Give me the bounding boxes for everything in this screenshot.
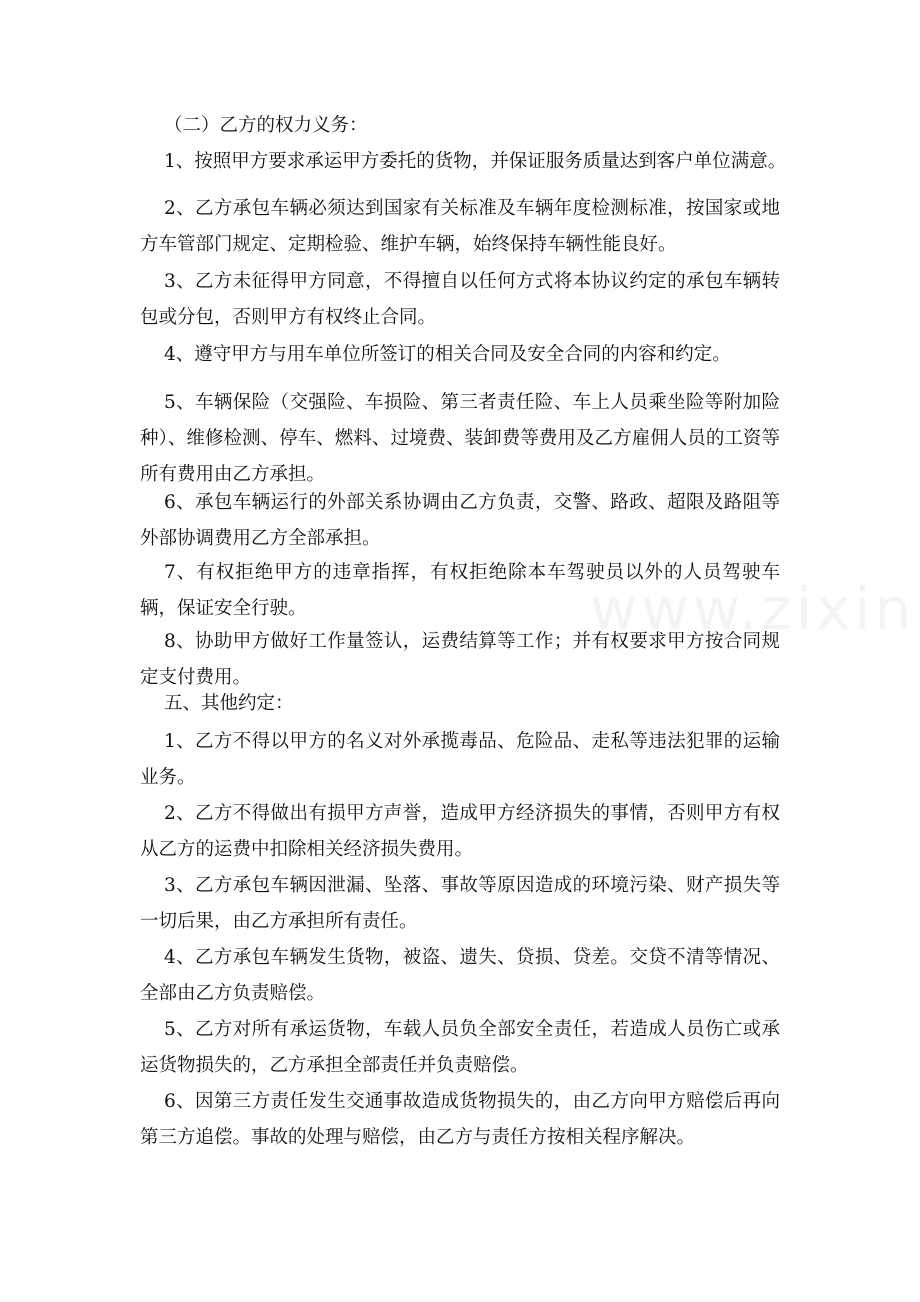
other-item-5-text: 5、乙方对所有承运货物，车载人员负全部安全责任，若造成人员伤亡或承运货物损失的，乙方承担全部责任并负责赔偿。 [140, 1019, 780, 1076]
other-item-2 [140, 796, 780, 868]
party-b-item-6 [140, 485, 780, 557]
party-b-item-1-text: 1、按照甲方要求承运甲方委托的货物，并保证服务质量达到客户单位满意。 [164, 151, 787, 172]
party-b-item-2-text: 2、乙方承包车辆必须达到国家有关标准及车辆年度检测标准，按国家或地方车管部门规定、定期检验、维护车辆，始终保持车辆性能良好。 [140, 198, 780, 255]
party-b-item-6-text: 6、承包车辆运行的外部关系协调由乙方负责，交警、路政、超限及路阻等外部协调费用乙方全部承担。 [140, 492, 780, 549]
other-item-4-text: 4、乙方承包车辆发生货物，被盗、遗失、贷损、贷差。交贷不清等情况、全部由乙方负责赔偿。 [140, 947, 780, 1004]
party-b-item-7 [140, 555, 780, 627]
other-item-2-text: 2、乙方不得做出有损甲方声誉，造成甲方经济损失的事情，否则甲方有权从乙方的运费中扣除相关经济损失费用。 [140, 803, 780, 860]
other-item-1-text: 1、乙方不得以甲方的名义对外承揽毒品、危险品、走私等违法犯罪的运输业务。 [140, 731, 780, 788]
party-b-item-4 [140, 337, 780, 373]
section-heading-other [140, 686, 780, 722]
party-b-item-2 [140, 191, 780, 263]
party-b-item-5-text: 5、车辆保险（交强险、车损险、第三者责任险、车上人员乘坐险等附加险种）、维修检测、停车、燃料、过境费、装卸费等费用及乙方雇佣人员的工资等所有费用由乙方承担。 [140, 392, 780, 485]
party-b-item-5 [140, 385, 780, 493]
party-b-item-4-text: 4、遵守甲方与用车单位所签订的相关合同及安全合同的内容和约定。 [164, 344, 731, 365]
section-heading-party-b-text: （二）乙方的权力义务： [164, 115, 368, 136]
other-item-3-text: 3、乙方承包车辆因泄漏、坠落、事故等原因造成的环境污染、财产损失等一切后果，由乙方承担所有责任。 [140, 875, 780, 932]
other-item-5 [140, 1012, 780, 1084]
party-b-item-1 [140, 144, 787, 180]
party-b-item-8-text: 8、协助甲方做好工作量签认，运费结算等工作；并有权要求甲方按合同规定支付费用。 [140, 631, 780, 688]
other-item-6-text: 6、因第三方责任发生交通事故造成货物损失的，由乙方向甲方赔偿后再向第三方追偿。事故的处理与赔偿，由乙方与责任方按相关程序解决。 [140, 1091, 780, 1148]
party-b-item-3 [140, 264, 780, 336]
party-b-item-7-text: 7、有权拒绝甲方的违章指挥，有权拒绝除本车驾驶员以外的人员驾驶车辆，保证安全行驶。 [140, 562, 780, 619]
other-item-3 [140, 868, 780, 940]
other-item-4 [140, 940, 780, 1012]
party-b-item-3-text: 3、乙方未征得甲方同意，不得擅自以任何方式将本协议约定的承包车辆转包或分包，否则甲方有权终止合同。 [140, 271, 780, 328]
section-heading-other-text: 五、其他约定： [164, 693, 294, 714]
other-item-1 [140, 724, 780, 796]
section-heading-party-b [140, 108, 780, 144]
other-item-6 [140, 1084, 780, 1156]
